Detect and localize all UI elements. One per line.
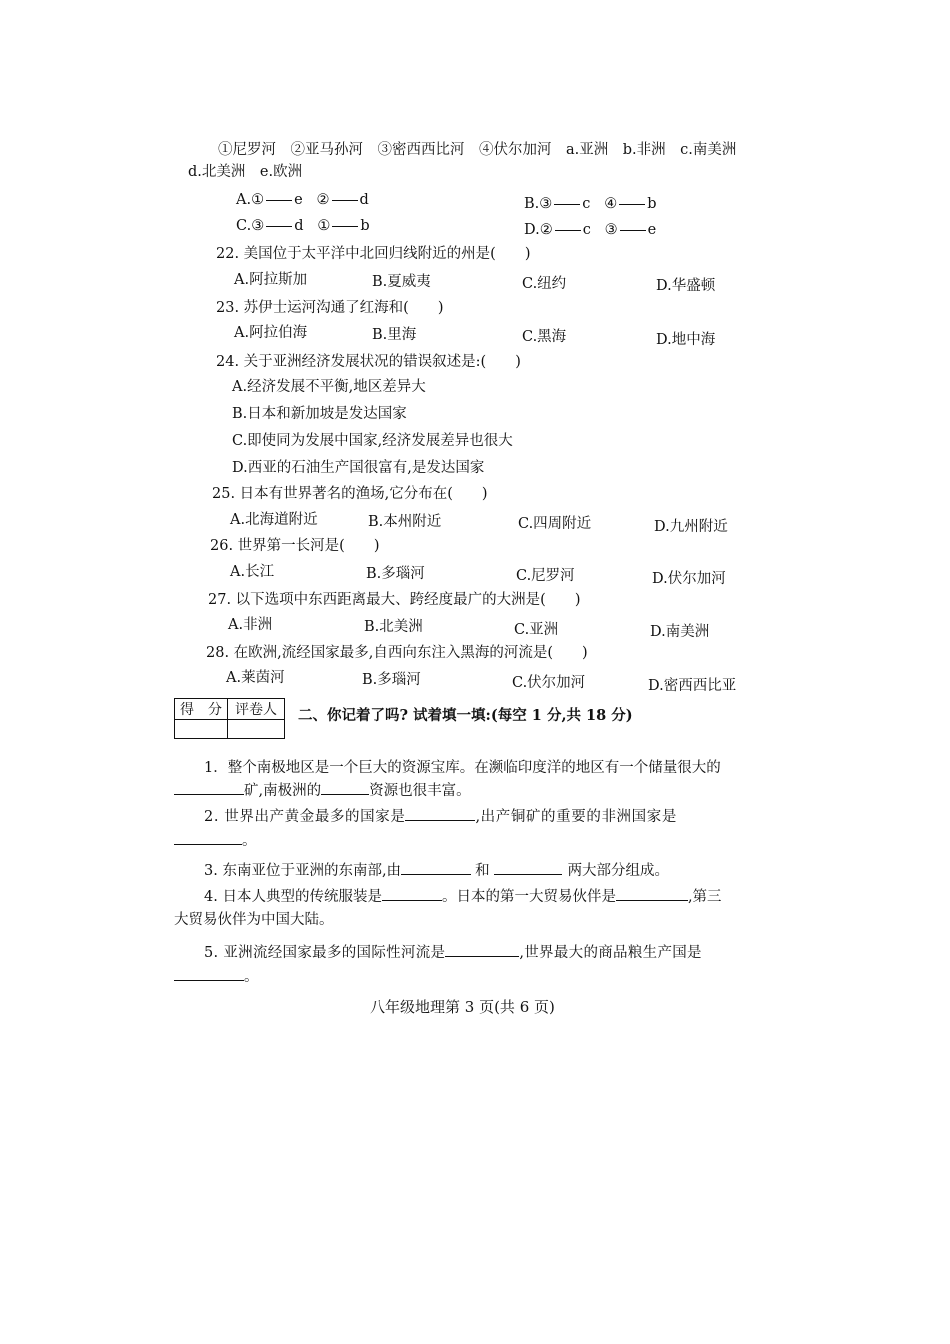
fill-q4-line2: 大贸易伙伴为中国大陆。 <box>174 912 334 928</box>
question-26-option-d: D.伏尔加河 <box>652 571 726 587</box>
fill-q1-line2: 矿,南极洲的 资源也很丰富。 <box>174 780 471 801</box>
question-27-option-d: D.南美洲 <box>650 624 710 640</box>
question-23-option-d: D.地中海 <box>656 332 716 348</box>
fill-q4-line1: 4. 日本人典型的传统服装是 。日本的第一大贸易伙伴是 ,第三 <box>204 886 722 907</box>
fill-q5-blank-1[interactable] <box>445 942 519 957</box>
fill-q5-line1: 5. 亚洲流经国家最多的国际性河流是 ,世界最大的商品粮生产国是 <box>204 942 702 963</box>
question-28-option-a: A.莱茵河 <box>226 670 285 686</box>
fill-q3-blank-1[interactable] <box>401 860 471 875</box>
score-box-grader-label: 评卷人 <box>228 699 285 720</box>
score-box-grader-cell[interactable] <box>228 720 285 739</box>
fill-q1-line1: 1．整个南极地区是一个巨大的资源宝库。在濒临印度洋的地区有一个储量很大的 <box>204 760 721 776</box>
question-26-option-b: B.多瑙河 <box>366 566 425 582</box>
question-24-option-a: A.经济发展不平衡,地区差异大 <box>232 379 426 395</box>
match-option-b: B.③ c ④ b <box>524 196 657 212</box>
question-27-stem: 27. 以下选项中东西距离最大、跨经度最广的大洲是( ) <box>208 592 581 608</box>
question-27-option-c: C.亚洲 <box>514 622 559 638</box>
question-26-option-a: A.长江 <box>230 564 275 580</box>
question-23-option-a: A.阿拉伯海 <box>234 325 308 341</box>
question-28-option-d: D.密西西比亚 <box>648 678 737 694</box>
fill-q3-line: 3. 东南亚位于亚洲的东南部,由 和 两大部分组成。 <box>204 860 669 881</box>
score-box <box>174 698 285 739</box>
fill-q4-blank-1[interactable] <box>382 886 442 901</box>
question-25-option-d: D.九州附近 <box>654 519 728 535</box>
fill-q2-blank-1[interactable] <box>405 806 475 821</box>
question-25-option-c: C.四周附近 <box>518 516 592 532</box>
question-24-option-c: C.即使同为发展中国家,经济发展差异也很大 <box>232 433 513 449</box>
question-22-option-d: D.华盛顿 <box>656 278 716 294</box>
question-23-stem: 23. 苏伊士运河沟通了红海和( ) <box>216 300 444 316</box>
question-22-option-c: C.纽约 <box>522 276 567 292</box>
fill-q1-blank-2[interactable] <box>321 780 369 795</box>
page-footer: 八年级地理第 3 页(共 6 页) <box>370 998 555 1016</box>
fill-q2-line2: 。 <box>174 830 257 851</box>
question-24-stem: 24. 关于亚洲经济发展状况的错误叙述是:( ) <box>216 354 521 370</box>
question-26-option-c: C.尼罗河 <box>516 568 575 584</box>
match-option-a: A.① e ② d <box>236 192 369 208</box>
question-23-option-c: C.黑海 <box>522 329 567 345</box>
fill-q5-blank-2[interactable] <box>174 966 244 981</box>
fill-q2-line1: 2. 世界出产黄金最多的国家是 ,出产铜矿的重要的非洲国家是 <box>204 806 677 827</box>
fill-q1-blank-1[interactable] <box>174 780 244 795</box>
section-2-title: 二、你记着了吗? 试着填一填:(每空 1 分,共 18 分) <box>298 707 633 724</box>
question-25-option-b: B.本州附近 <box>368 514 442 530</box>
question-23-option-b: B.里海 <box>372 327 417 343</box>
question-28-option-b: B.多瑙河 <box>362 672 421 688</box>
question-22-option-a: A.阿拉斯加 <box>234 272 308 288</box>
question-28-option-c: C.伏尔加河 <box>512 675 586 691</box>
score-box-score-cell[interactable] <box>175 720 228 739</box>
match-question-line1: ①尼罗河 ②亚马孙河 ③密西西比河 ④伏尔加河 a.亚洲 b.非洲 c.南美洲 <box>218 142 737 158</box>
question-24-option-d: D.西亚的石油生产国很富有,是发达国家 <box>232 460 485 476</box>
question-27-option-b: B.北美洲 <box>364 619 423 635</box>
fill-q5-line2: 。 <box>174 966 259 987</box>
fill-q4-blank-2[interactable] <box>616 886 688 901</box>
score-box-score-label: 得 分 <box>175 699 228 720</box>
question-25-option-a: A.北海道附近 <box>230 512 318 528</box>
question-22-stem: 22. 美国位于太平洋中北回归线附近的州是( ) <box>216 246 531 262</box>
question-26-stem: 26. 世界第一长河是( ) <box>210 538 380 554</box>
question-22-option-b: B.夏威夷 <box>372 274 431 290</box>
question-25-stem: 25. 日本有世界著名的渔场,它分布在( ) <box>212 486 488 502</box>
match-option-d: D.② c ③ e <box>524 222 657 238</box>
fill-q3-blank-2[interactable] <box>494 860 562 875</box>
fill-q2-blank-2[interactable] <box>174 830 242 845</box>
match-question-line2: d.北美洲 e.欧洲 <box>188 164 303 180</box>
match-option-c: C.③ d ① b <box>236 218 370 234</box>
question-24-option-b: B.日本和新加坡是发达国家 <box>232 406 407 422</box>
question-28-stem: 28. 在欧洲,流经国家最多,自西向东注入黑海的河流是( ) <box>206 645 588 661</box>
question-27-option-a: A.非洲 <box>228 617 273 633</box>
